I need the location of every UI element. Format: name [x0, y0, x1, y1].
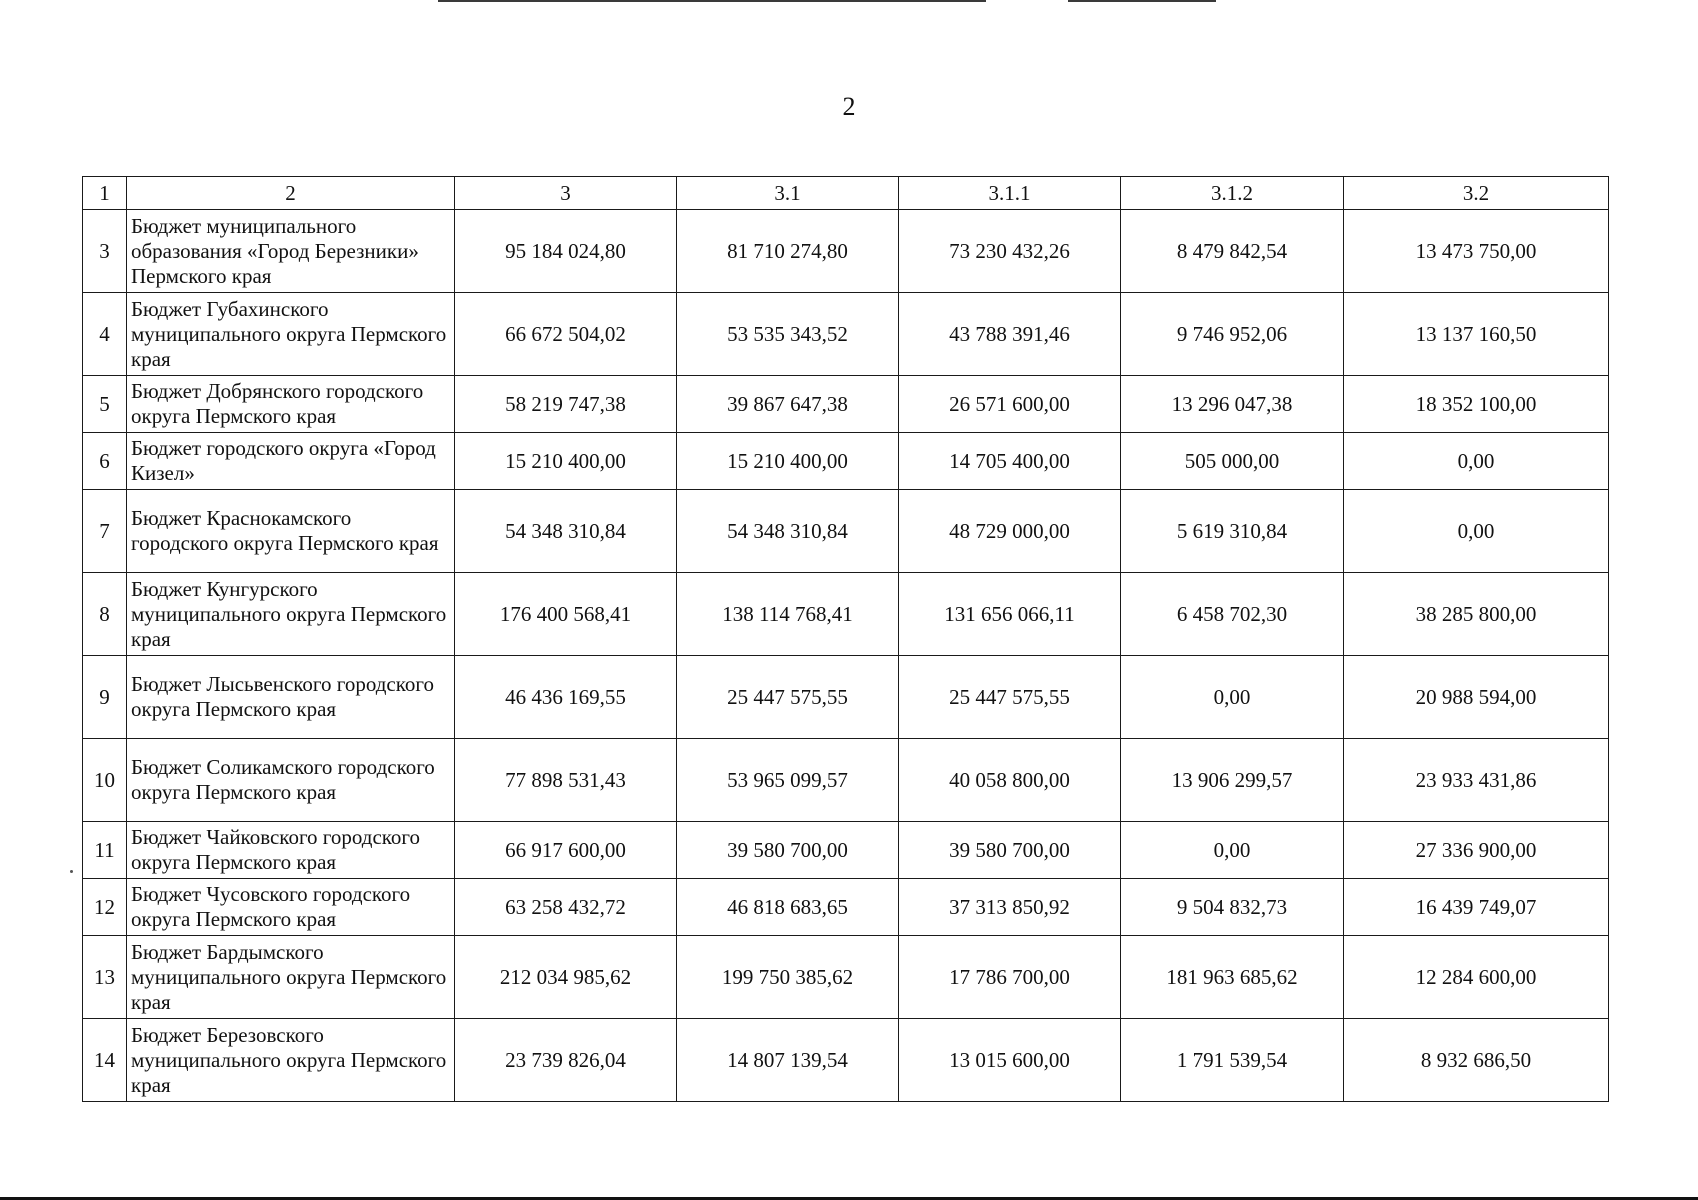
table-row	[83, 936, 1609, 1019]
amount-col-3-1-1: 39 580 700,00	[899, 822, 1121, 879]
amount-col-3-2: 27 336 900,00	[1344, 822, 1609, 879]
amount-col-3-1: 46 818 683,65	[677, 879, 899, 936]
amount-col-3-1-2: 5 619 310,84	[1121, 490, 1344, 573]
amount-col-3: 212 034 985,62	[455, 936, 677, 1019]
amount-col-3-2: 12 284 600,00	[1344, 936, 1609, 1019]
row-number: 10	[83, 739, 127, 822]
budget-name: Бюджет Добрянского городского округа Пермского края	[127, 376, 455, 433]
row-number: 6	[83, 433, 127, 490]
amount-col-3-1: 81 710 274,80	[677, 210, 899, 293]
budget-name: Бюджет Губахинского муниципального округа Пермского края	[127, 293, 455, 376]
amount-col-3-1-1: 14 705 400,00	[899, 433, 1121, 490]
budget-name: Бюджет Кунгурского муниципального округа Пермского края	[127, 573, 455, 656]
budget-name: Бюджет Соликамского городского округа Пермского края	[127, 739, 455, 822]
budget-name: Бюджет муниципального образования «Город Березники» Пермского края	[127, 210, 455, 293]
amount-col-3-1-1: 26 571 600,00	[899, 376, 1121, 433]
column-header: 3	[455, 177, 677, 210]
table-row	[83, 1019, 1609, 1102]
row-number: 12	[83, 879, 127, 936]
row-number: 3	[83, 210, 127, 293]
amount-col-3: 66 917 600,00	[455, 822, 677, 879]
budget-allocation-table	[82, 176, 1609, 1102]
column-header: 3.1	[677, 177, 899, 210]
amount-col-3-1: 39 867 647,38	[677, 376, 899, 433]
budget-name: Бюджет Березовского муниципального округа Пермского края	[127, 1019, 455, 1102]
row-number: 4	[83, 293, 127, 376]
table-row	[83, 573, 1609, 656]
page-number: 2	[842, 92, 856, 121]
amount-col-3-1-1: 13 015 600,00	[899, 1019, 1121, 1102]
amount-col-3: 23 739 826,04	[455, 1019, 677, 1102]
amount-col-3-1-1: 73 230 432,26	[899, 210, 1121, 293]
amount-col-3-2: 16 439 749,07	[1344, 879, 1609, 936]
amount-col-3-1-2: 1 791 539,54	[1121, 1019, 1344, 1102]
amount-col-3: 176 400 568,41	[455, 573, 677, 656]
amount-col-3-2: 13 137 160,50	[1344, 293, 1609, 376]
row-number: 9	[83, 656, 127, 739]
amount-col-3-1-1: 48 729 000,00	[899, 490, 1121, 573]
amount-col-3: 77 898 531,43	[455, 739, 677, 822]
row-number: 13	[83, 936, 127, 1019]
amount-col-3-1-1: 25 447 575,55	[899, 656, 1121, 739]
budget-name: Бюджет Краснокамского городского округа Пермского края	[127, 490, 455, 573]
amount-col-3-1-1: 131 656 066,11	[899, 573, 1121, 656]
amount-col-3-1-1: 17 786 700,00	[899, 936, 1121, 1019]
amount-col-3-1-2: 0,00	[1121, 822, 1344, 879]
row-number: 7	[83, 490, 127, 573]
amount-col-3-1: 39 580 700,00	[677, 822, 899, 879]
table-row	[83, 293, 1609, 376]
amount-col-3-1: 54 348 310,84	[677, 490, 899, 573]
table-row	[83, 822, 1609, 879]
table-row	[83, 879, 1609, 936]
amount-col-3: 54 348 310,84	[455, 490, 677, 573]
amount-col-3-1-2: 0,00	[1121, 656, 1344, 739]
amount-col-3-1-2: 13 906 299,57	[1121, 739, 1344, 822]
scan-top-edge-line	[438, 0, 986, 2]
table-row	[83, 210, 1609, 293]
budget-name: Бюджет городского округа «Город Кизел»	[127, 433, 455, 490]
amount-col-3: 66 672 504,02	[455, 293, 677, 376]
amount-col-3-1-2: 9 746 952,06	[1121, 293, 1344, 376]
column-header: 1	[83, 177, 127, 210]
amount-col-3-1-1: 40 058 800,00	[899, 739, 1121, 822]
amount-col-3-1-2: 13 296 047,38	[1121, 376, 1344, 433]
column-header: 3.1.1	[899, 177, 1121, 210]
table-row	[83, 656, 1609, 739]
amount-col-3-1: 199 750 385,62	[677, 936, 899, 1019]
column-header: 2	[127, 177, 455, 210]
amount-col-3-2: 0,00	[1344, 490, 1609, 573]
amount-col-3-1-1: 43 788 391,46	[899, 293, 1121, 376]
amount-col-3: 58 219 747,38	[455, 376, 677, 433]
amount-col-3-2: 8 932 686,50	[1344, 1019, 1609, 1102]
amount-col-3-1-2: 9 504 832,73	[1121, 879, 1344, 936]
amount-col-3-1-2: 8 479 842,54	[1121, 210, 1344, 293]
amount-col-3-2: 38 285 800,00	[1344, 573, 1609, 656]
amount-col-3-1-2: 6 458 702,30	[1121, 573, 1344, 656]
budget-name: Бюджет Бардымского муниципального округа Пермского края	[127, 936, 455, 1019]
table-row	[83, 433, 1609, 490]
amount-col-3-2: 13 473 750,00	[1344, 210, 1609, 293]
row-number: 14	[83, 1019, 127, 1102]
row-number: 11	[83, 822, 127, 879]
amount-col-3-1: 25 447 575,55	[677, 656, 899, 739]
amount-col-3-2: 23 933 431,86	[1344, 739, 1609, 822]
amount-col-3-1-2: 181 963 685,62	[1121, 936, 1344, 1019]
amount-col-3-2: 20 988 594,00	[1344, 656, 1609, 739]
column-header: 3.1.2	[1121, 177, 1344, 210]
amount-col-3-1: 15 210 400,00	[677, 433, 899, 490]
scan-speck	[70, 870, 73, 873]
budget-name: Бюджет Чусовского городского округа Пермского края	[127, 879, 455, 936]
amount-col-3-1: 14 807 139,54	[677, 1019, 899, 1102]
amount-col-3-1-2: 505 000,00	[1121, 433, 1344, 490]
amount-col-3: 46 436 169,55	[455, 656, 677, 739]
amount-col-3-1: 53 535 343,52	[677, 293, 899, 376]
table-row	[83, 490, 1609, 573]
budget-name: Бюджет Чайковского городского округа Пермского края	[127, 822, 455, 879]
column-number-header-row	[83, 177, 1609, 210]
amount-col-3-2: 18 352 100,00	[1344, 376, 1609, 433]
column-header: 3.2	[1344, 177, 1609, 210]
amount-col-3-1: 53 965 099,57	[677, 739, 899, 822]
budget-name: Бюджет Лысьвенского городского округа Пермского края	[127, 656, 455, 739]
amount-col-3: 63 258 432,72	[455, 879, 677, 936]
amount-col-3: 15 210 400,00	[455, 433, 677, 490]
amount-col-3-1: 138 114 768,41	[677, 573, 899, 656]
amount-col-3: 95 184 024,80	[455, 210, 677, 293]
amount-col-3-2: 0,00	[1344, 433, 1609, 490]
table-row	[83, 739, 1609, 822]
scan-top-edge-line	[1068, 0, 1216, 2]
amount-col-3-1-1: 37 313 850,92	[899, 879, 1121, 936]
table-row	[83, 376, 1609, 433]
row-number: 8	[83, 573, 127, 656]
row-number: 5	[83, 376, 127, 433]
